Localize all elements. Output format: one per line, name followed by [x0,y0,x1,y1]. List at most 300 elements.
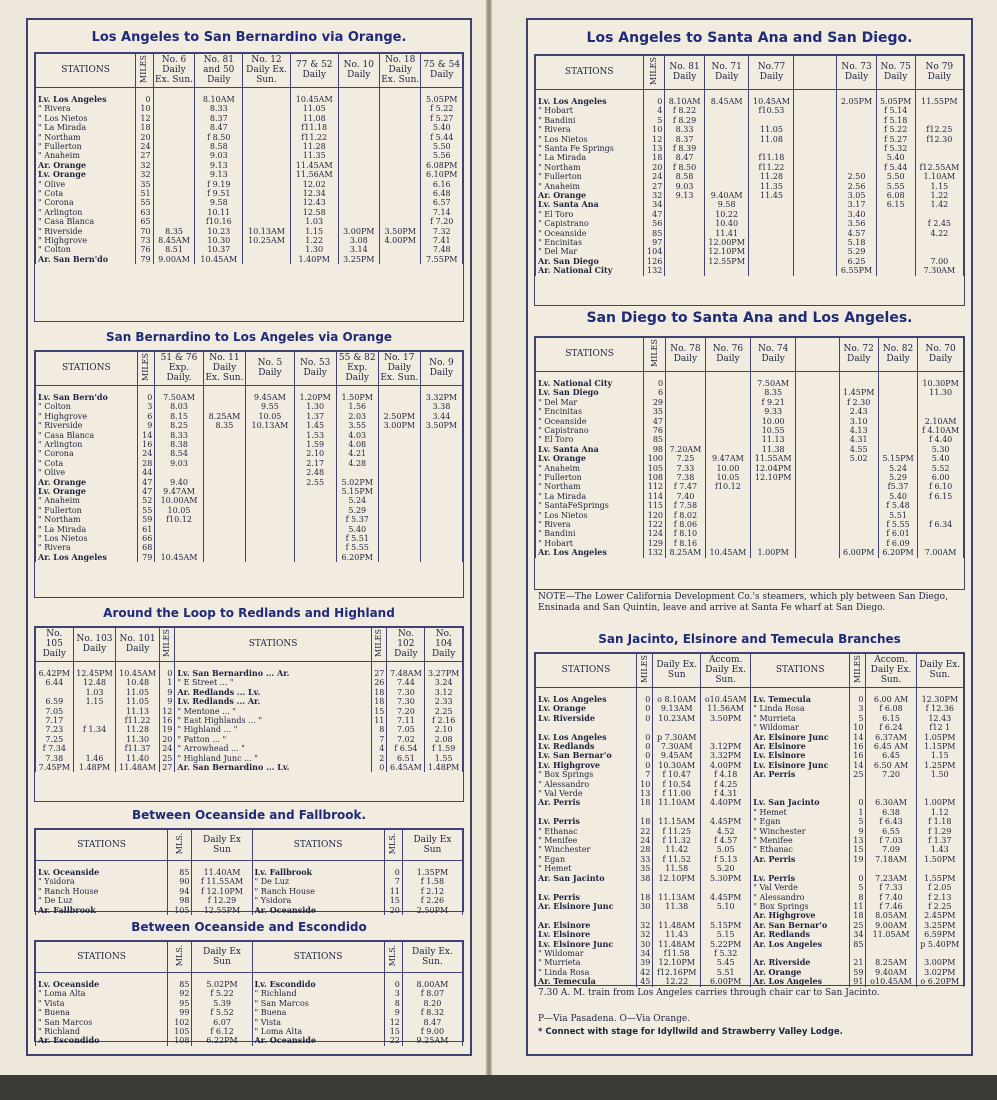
table-row [536,445,964,454]
table-cell: 9.40 [155,478,203,487]
table-cell: 20 [643,163,665,172]
table-cell: 6 [644,388,666,397]
table-sb-la [34,350,464,598]
table-cell: 10 [850,723,866,732]
table-cell: f 5.32 [876,144,915,153]
table-cell: f 8.16 [666,539,706,548]
table-cell [915,247,963,256]
table-cell: 11.55AM [751,454,796,463]
table-cell: 1.53 [294,431,336,440]
table-cell [338,170,379,179]
table-cell: Lv. Highgrove [536,761,637,770]
table-cell [203,431,246,440]
table-cell: 105 [644,464,666,473]
section-title-loop: Around the Loop to Redlands and Highland [103,606,395,620]
table-cell: 0 [637,733,653,742]
table-row [36,1036,463,1045]
table-cell: 1.45 [294,421,336,430]
table-cell: " Del Mar [536,398,644,407]
table-cell: 1.15 [290,227,338,236]
table-cell: f 1.18 [916,817,963,826]
table-cell [203,515,246,524]
table-cell [665,257,705,266]
table-cell: 6.20PM [336,553,378,562]
table-cell: Lv. Los Angeles [536,695,637,704]
table-cell: 12.10PM [653,958,701,967]
table-cell [916,780,963,789]
table-row [536,968,964,977]
table-cell [665,229,705,238]
table-cell [876,266,915,275]
table-cell: 7.20 [387,707,425,716]
table-cell: 102 [168,1018,192,1027]
table-cell: 25 [159,754,175,763]
table-cell: f 4.10AM [918,426,964,435]
table-cell: 0 [384,980,402,989]
table-cell: 3.10 [839,417,878,426]
table-cell: " Loma Alta [252,1027,384,1036]
table-row [536,473,964,482]
table-row [36,896,463,905]
table-cell: Lv. Redlands [536,742,637,751]
table-cell [666,417,706,426]
table-cell: Lv. Elsinore Junc [536,940,637,949]
table-cell: Ar. Los Angeles [536,548,644,557]
table-cell [796,426,839,435]
table-cell: " Anaheim [536,464,644,473]
table-cell: 91 [850,977,866,986]
table-cell: Lv. Perris [536,817,637,826]
table-cell [876,219,915,228]
table-cell: 0 [637,761,653,770]
table-row [536,501,964,510]
table-cell [203,487,246,496]
table-cell: 1 [159,678,175,687]
table-cell [203,440,246,449]
table-cell: 9.03 [195,151,243,160]
table-cell: 30 [637,902,653,911]
table-cell: 2.25 [425,707,463,716]
table-cell: 14 [850,761,866,770]
column-header: STATIONS [36,830,168,861]
table-cell [839,482,878,491]
table-cell: 3.27PM [425,669,463,678]
table-cell [378,534,420,543]
table-cell [876,210,915,219]
table-cell [338,161,379,170]
table-cell: Ar. San Bernardino ... Lv. [175,763,371,772]
table-row [536,407,964,416]
table-cell [796,407,839,416]
table-cell: 0 [850,874,866,883]
table-row [36,534,463,543]
table-cell: Lv. Escondido [252,980,384,989]
table-cell: 79 [136,255,153,264]
column-header: STATIONS [536,654,637,688]
table-row [536,958,964,967]
table-cell: 5.15PM [336,487,378,496]
column-header: MLS. [384,830,402,861]
table-cell: 15 [384,1027,402,1036]
table-cell: 5.50 [421,142,463,151]
table-cell: 5.29 [837,247,876,256]
table-cell: 2.48 [294,468,336,477]
table-cell: Lv. Los Angeles [36,95,136,104]
column-header: Daily Ex. Sun. [916,654,963,688]
table-cell: 12.34 [290,189,338,198]
table-cell: Lv. National City [536,379,644,388]
table-cell: Ar. Riverside [751,958,850,967]
table-row [36,669,463,678]
table-cell [796,473,839,482]
table-cell: 1.00PM [751,548,796,557]
table-cell [243,245,291,254]
table-cell: " Ranch House [36,887,168,896]
table-cell [751,520,796,529]
table-cell: 1.03 [290,217,338,226]
table-cell [705,511,750,520]
section-title-la-sb: Los Angeles to San Bernardino via Orange. [91,30,407,45]
table-cell: 10.30 [195,236,243,245]
table-cell: 98 [168,896,192,905]
table-cell: 9.47AM [705,454,750,463]
table-cell [378,496,420,505]
column-header: STATIONS [36,54,136,88]
table-cell: 11.48AM [653,940,701,949]
table-cell: 18 [371,688,387,697]
page-fold [486,0,492,1075]
table-cell [701,723,751,732]
table-cell: f 11.32 [653,836,701,845]
table-cell [878,398,917,407]
table-cell [918,539,964,548]
table-cell [336,468,378,477]
table-cell [378,515,420,524]
table-cell: 9.33 [751,407,796,416]
table-cell: 11.45 [749,191,794,200]
table-cell: 3.32PM [701,751,751,760]
table-cell [637,911,653,920]
table-cell [915,106,963,115]
table-cell: 10.05 [705,473,750,482]
table-cell: 12 [384,1018,402,1027]
table-row [536,780,964,789]
table-cell [878,417,917,426]
table-cell: 15 [371,707,387,716]
table-cell [243,208,291,217]
table-cell: 1.43 [916,845,963,854]
table-cell: 5.30PM [701,874,751,883]
table-cell: 8.33 [195,104,243,113]
table-row [36,431,463,440]
table-cell: Lv. San Bernardino ... Ar. [175,669,371,678]
table-cell: 5.05 [701,845,751,854]
table-cell: 8.05AM [866,911,916,920]
table-cell: f 5.22 [876,125,915,134]
table-cell: 6.38 [866,808,916,817]
table-row [36,688,463,697]
table-cell: 59 [850,968,866,977]
table-cell [243,180,291,189]
table-cell: 6.15 [876,200,915,209]
table-cell: 19 [850,855,866,864]
table-cell [794,153,837,162]
column-header: No. 10 Daily [338,54,379,88]
table-cell [243,123,291,132]
table-cell: 10.00 [751,417,796,426]
table-cell [918,529,964,538]
table-cell: 6 [137,412,155,421]
table-cell: 8 [850,893,866,902]
table-cell [153,180,195,189]
table-cell: 27 [136,151,153,160]
table-cell: 9.03 [155,459,203,468]
table-cell: 5.05PM [876,97,915,106]
table-cell: 2.10 [294,449,336,458]
table-row [536,482,964,491]
table-cell: f 8.50 [195,133,243,142]
table-cell: f 10.47 [653,770,701,779]
table-cell [338,104,379,113]
table-cell: 2.33 [425,697,463,706]
table-row [536,417,964,426]
table-cell [918,407,964,416]
table-row [536,714,964,723]
table-cell [378,393,420,402]
table-cell: 85 [168,868,192,877]
table-cell: " De Luz [36,896,168,905]
table-cell: 1.37 [294,412,336,421]
table-cell: Lv. San Diego [536,388,644,397]
table-cell: " Northam [536,163,644,172]
table-cell: 11.13 [751,435,796,444]
table-cell: 15 [850,845,866,854]
table-cell: 5.15PM [878,454,917,463]
table-cell [705,492,750,501]
table-row [36,236,463,245]
table-cell: 5 [850,817,866,826]
table-cell: 14 [850,733,866,742]
table-cell: 12 [136,114,153,123]
table-cell: 20 [159,735,175,744]
table-cell: Lv. Temecula [751,695,850,704]
table-cell: 9.58 [704,200,749,209]
table-cell: Lv. Oceanside [36,980,168,989]
table-cell: 7.11 [387,716,425,725]
table-cell: 10.00 [705,464,750,473]
table-cell [73,707,116,716]
table-cell: Lv. Orange [536,454,644,463]
table-cell: o10.45AM [701,695,751,704]
table-cell: 6.00PM [701,977,751,986]
table-cell: 1.46 [73,754,116,763]
table-cell: " Colton [36,245,136,254]
table-cell: 12.00PM [704,238,749,247]
table-cell: 8.33 [155,431,203,440]
table-cell: 32 [637,921,653,930]
table-cell: 104 [643,247,665,256]
table-cell [837,144,876,153]
table-cell: 11 [371,716,387,725]
table-row [536,398,964,407]
table-cell: 6.57 [421,198,463,207]
table-cell: 7.38 [666,473,706,482]
table-row [536,454,964,463]
table-cell: 76 [644,426,666,435]
table-cell: 32 [637,930,653,939]
table-cell: f 8.32 [402,1008,462,1017]
table-cell: 5.02PM [336,478,378,487]
table-cell [665,200,705,209]
table-cell: 5.02 [839,454,878,463]
table-cell: 9 [137,421,155,430]
table-cell: f11.22 [116,716,159,725]
table-cell: 42 [637,968,653,977]
table-cell [420,487,462,496]
table-cell: f 5.22 [421,104,463,113]
column-header: MILES [159,628,175,662]
table-cell: 1.50PM [336,393,378,402]
table-cell: " Richland [252,989,384,998]
table-cell [246,506,294,515]
timetable [535,337,964,558]
table-cell: 5.40 [876,153,915,162]
table-cell: 18 [637,893,653,902]
table-cell [338,123,379,132]
table-cell: 8.58 [665,172,705,181]
table-cell: 1.50PM [916,855,963,864]
table-cell: 10.30PM [918,379,964,388]
table-cell [243,151,291,160]
table-cell: 18 [850,911,866,920]
table-cell [420,449,462,458]
table-cell: 45 [637,977,653,986]
table-cell [155,534,203,543]
table-row [536,798,964,807]
table-cell: f 12.10PM [192,887,252,896]
section-title-sb-la: San Bernardino to Los Angeles via Orange [105,330,393,344]
table-cell: 0 [644,379,666,388]
table-cell: p 7.30AM [653,733,701,742]
table-cell [380,217,421,226]
table-row [536,761,964,770]
table-cell [243,255,291,264]
table-cell: 3.12 [425,688,463,697]
section-title-sd-la: San Diego to Santa Ana and Los Angeles. [586,310,913,326]
table-cell: f 8.02 [666,511,706,520]
table-cell: 6.45 AM [866,742,916,751]
column-header: MLS. [168,942,192,973]
table-cell: " Rivera [36,543,138,552]
table-cell: f 2.16 [425,716,463,725]
table-cell: 9.55 [246,402,294,411]
table-cell: 7.00 [915,257,963,266]
table-cell: 11.05 [290,104,338,113]
table-row [536,238,964,247]
table-cell: 99 [168,1008,192,1017]
table-cell [666,379,706,388]
table-cell: f 6.12 [192,1027,252,1036]
table-cell: " San Marcos [36,1018,168,1027]
table-cell: f 1.58 [402,877,462,886]
table-row [36,133,463,142]
table-cell: 52 [137,496,155,505]
table-cell: 1.45PM [839,388,878,397]
table-cell: " Wildomar [536,949,637,958]
table-cell [918,511,964,520]
table-cell: 6.00 AM [866,695,916,704]
table-cell [749,210,794,219]
table-cell [794,116,837,125]
table-cell: 3.12PM [701,742,751,751]
table-cell: 0 [637,714,653,723]
table-cell: 3.56 [837,219,876,228]
table-cell: f 7.20 [421,217,463,226]
table-cell: 9.13 [665,191,705,200]
table-cell: " Patton ... " [175,735,371,744]
table-cell: " E Street ... " [175,678,371,687]
left-frame [26,18,472,1056]
table-cell: 11.10AM [653,798,701,807]
table-cell: 3.00PM [916,958,963,967]
table-cell: 6.00PM [839,548,878,557]
table-row [36,543,463,552]
table-cell [243,217,291,226]
table-cell: " Northam [36,133,136,142]
table-cell: " Olive [36,468,138,477]
table-cell: f11.18 [749,153,794,162]
table-cell: f 7.40 [866,893,916,902]
table-cell: 4.22 [915,229,963,238]
table-cell: " Menifee [536,836,637,845]
table-cell [705,388,750,397]
table-cell: 24 [137,449,155,458]
table-cell [380,198,421,207]
table-cell [878,379,917,388]
table-cell: 12 [159,707,175,716]
table-cell [243,189,291,198]
table-cell: 5.56 [421,151,463,160]
table-cell: Ar. Orange [536,191,644,200]
table-cell [850,780,866,789]
table-cell: o10.45AM [866,977,916,986]
table-cell: 29 [644,398,666,407]
table-cell [155,468,203,477]
table-cell: f 2.13 [916,893,963,902]
table-cell [796,435,839,444]
table-cell [637,808,653,817]
table-cell [751,501,796,510]
table-row [36,980,463,989]
table-cell: 4.21 [336,449,378,458]
table-cell: 5 [850,714,866,723]
table-branches [534,652,965,986]
table-cell: 12.02 [290,180,338,189]
table-cell: 16 [850,751,866,760]
table-cell [705,398,750,407]
table-cell [837,106,876,115]
table-cell: 5.24 [878,464,917,473]
table-cell [796,511,839,520]
table-cell: 12.10PM [704,247,749,256]
table-cell: 5.39 [192,999,252,1008]
table-cell: 68 [137,543,155,552]
table-cell: f5.37 [878,482,917,491]
table-cell: " Egan [536,855,637,864]
table-row [536,520,964,529]
table-cell: 3.55 [336,421,378,430]
table-cell: f 9.00 [402,1027,462,1036]
